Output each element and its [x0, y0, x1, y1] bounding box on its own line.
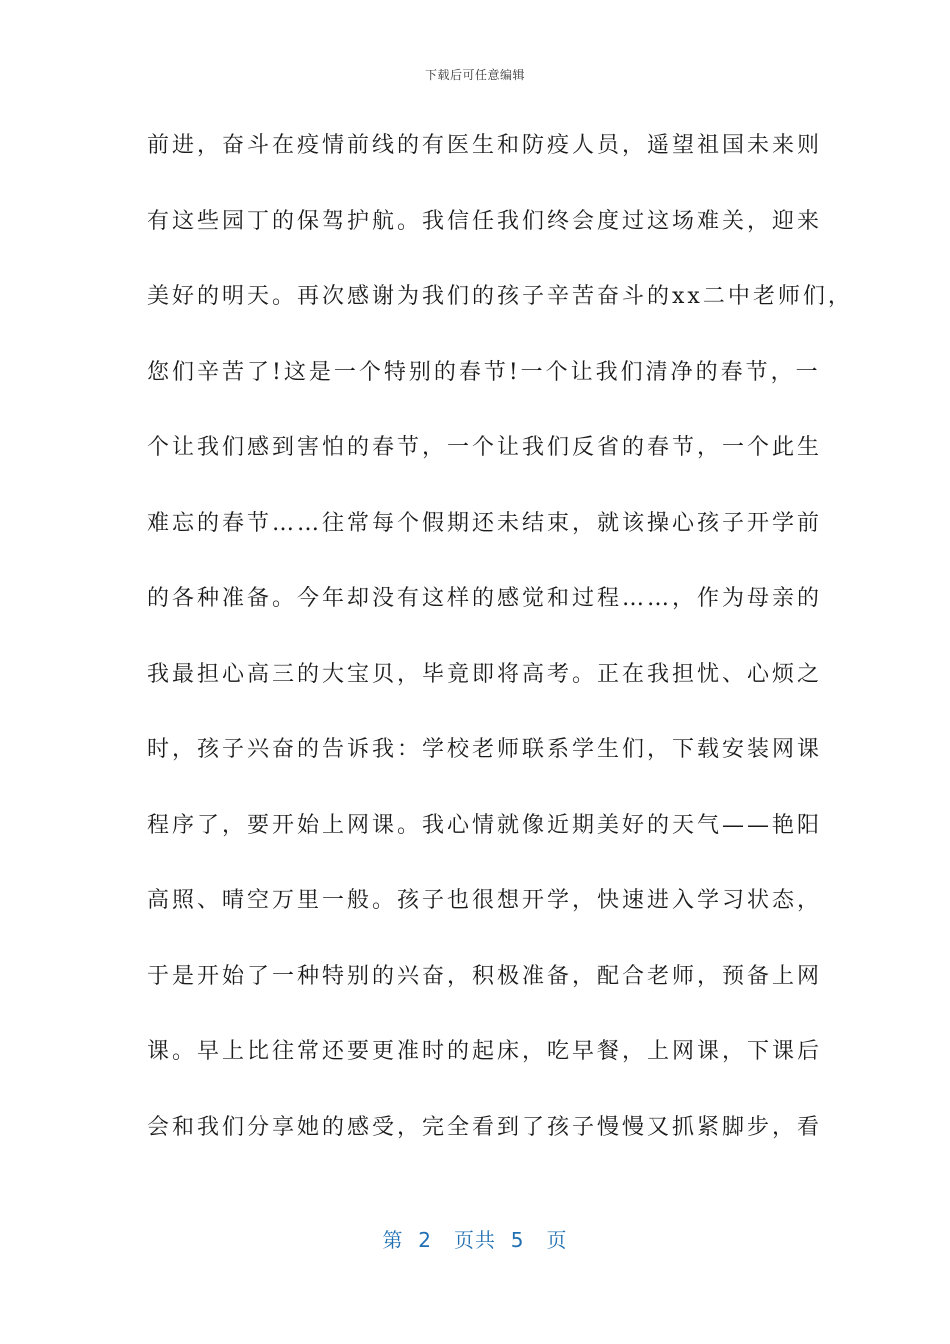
text-line: 程序了，要开始上网课。我心情就像近期美好的天气——艳阳 [147, 812, 823, 838]
text-line: 课。早上比往常还要更准时的起床，吃早餐，上网课，下课后 [147, 1039, 823, 1064]
page-header-note: 下载后可任意编辑 [424, 68, 525, 82]
text-line: 会和我们分享她的感受，完全看到了孩子慢慢又抓紧脚步，看 [147, 1114, 823, 1140]
text-line: 个让我们感到害怕的春节，一个让我们反省的春节，一个此生 [147, 435, 823, 460]
text-line: 时，孩子兴奋的告诉我：学校老师联系学生们，下载安装网课 [147, 737, 823, 762]
text-line: 的各种准备。今年却没有这样的感觉和过程……，作为母亲的 [147, 586, 823, 611]
text-line: 难忘的春节……往常每个假期还未结束，就该操心孩子开学前 [147, 510, 823, 536]
text-line: 高照、晴空万里一般。孩子也很想开学，快速进入学习状态， [147, 888, 823, 913]
text-line: 于是开始了一种特别的兴奋，积极准备，配合老师，预备上网 [147, 963, 823, 989]
text-line: 美好的明天。再次感谢为我们的孩子辛苦奋斗的xx二中老师们， [147, 284, 853, 309]
text-line: 前进，奋斗在疫情前线的有医生和防疫人员，遥望祖国未来则 [147, 133, 823, 158]
text-line: 我最担心高三的大宝贝，毕竟即将高考。正在我担忧、心烦之 [147, 661, 823, 687]
text-line: 有这些园丁的保驾护航。我信任我们终会度过这场难关，迎来 [147, 208, 823, 234]
document-body [147, 126, 853, 1183]
page-number-footer: 第 2 页共 5 页 [382, 1228, 568, 1252]
text-line: 您们辛苦了!这是一个特别的春节!一个让我们清净的春节，一 [147, 359, 821, 385]
